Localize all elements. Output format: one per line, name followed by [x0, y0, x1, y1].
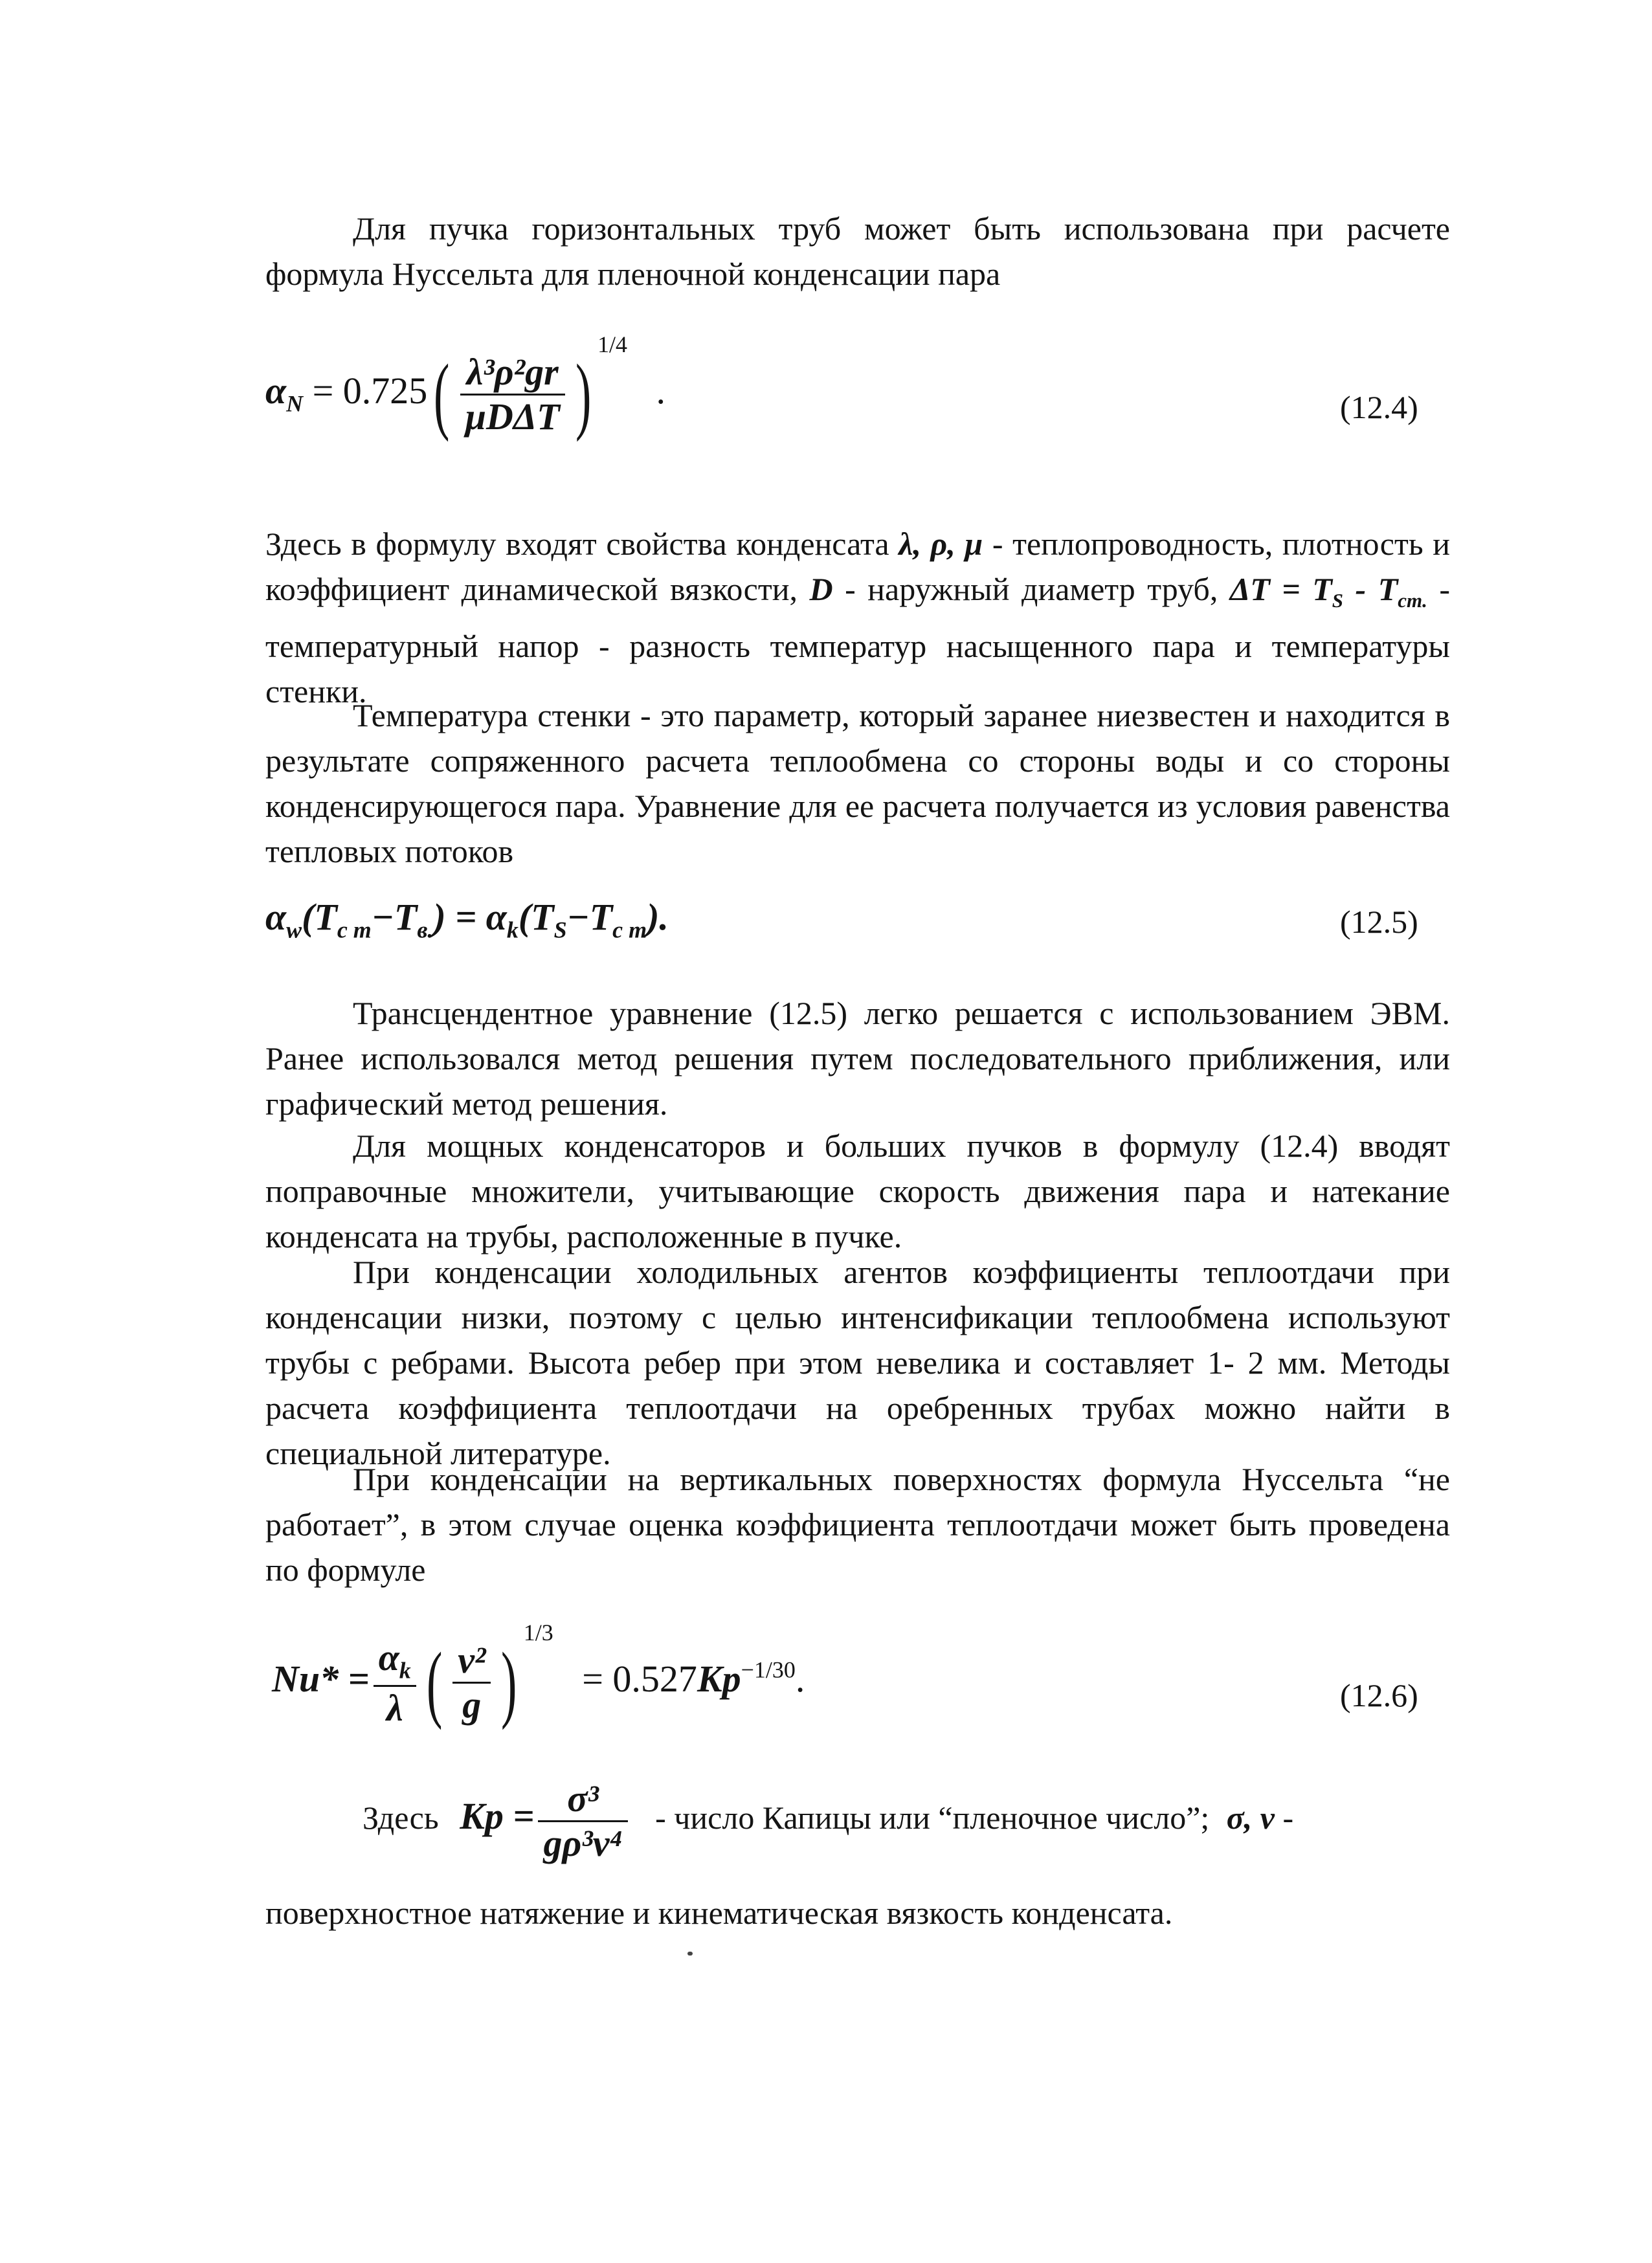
paragraph-6: При конденсации холодильных агентов коэффициенты теплоотдачи при конденсации низки, поэтому с целью интенсификации теплообмена используют трубы с ребрами. Высота ребер при этом невелика и составляет 1- 2 мм. Методы расчета коэффициента теплоотдачи на оребренных трубах можно найти в специальной литературе. — [265, 1254, 1450, 1471]
scan-speck — [687, 1952, 693, 1956]
equation-12-4: $\alpha_N = 0.725$( $\frac{\text{λ³ρ²gr}}{\text{μDΔT}}$ )$^{1/4}$ . — [265, 331, 666, 443]
paragraph-4: Трансцендентное уравнение (12.5) легко решается с использованием ЭВМ. Ранее использовался метод решения путем последовательного приближения, или графический метод решения. — [265, 995, 1450, 1122]
equation-12-6: Nu* = $\frac{\alpha_k}{\lambda}$ ( $\frac{\text{ν²}}{g}$ )$^{1/3} = 0.527Kp^{-1/30}$. — [272, 1620, 805, 1731]
paragraph-5: Для мощных конденсаторов и больших пучков в формулу (12.4) вводят поправочные множители, учитывающие скорость движения пара и натекание конденсата на трубы, расположенные в пучке. — [265, 1128, 1450, 1254]
paragraph-3: Температура стенки - это параметр, который заранее ниезвестен и находится в результате сопряженного расчета теплообмена со стороны воды и со стороны конденсирующегося пара. Уравнение для ее расчета получается из условия равенства тепловых потоков — [265, 697, 1450, 869]
paragraph-8-line-1: Здесь Kp = $\frac{\text{σ³}}{\text{gρ³ν⁴}}$ - число Капицы или “пленочное число”; σ, ν - — [363, 1778, 1294, 1864]
paragraph-7: При конденсации на вертикальных поверхностях формула Нуссельта “не работает”, в этом случае оценка коэффициента теплоотдачи может быть проведена по формуле — [265, 1461, 1450, 1588]
paragraph-1: Для пучка горизонтальных труб может быть использована при расчете формула Нуссельта для пленочной конденсации пара — [265, 210, 1450, 292]
equation-number-12-4: (12.4) — [1340, 389, 1418, 425]
paragraph-8-line-2: поверхностное натяжение и кинематическая вязкость конденсата. — [265, 1895, 1173, 1931]
equation-12-5: $\alpha_w(T_{c m}-T_{в.}) = \alpha_k(T_S-T_{c m})$. — [265, 896, 669, 943]
equation-number-12-6: (12.6) — [1340, 1677, 1418, 1713]
paragraph-2: Здесь в формулу входят свойства конденсата λ, ρ, μ - теплопроводность, плотность и коэффициент динамической вязкости, D - наружный диаметр труб, $\Delta T = T_S - T_{cm.}$ - температурный напор - разность температур насыщенного пара и температуры стенки. — [265, 526, 1451, 709]
equation-number-12-5: (12.5) — [1340, 904, 1418, 940]
